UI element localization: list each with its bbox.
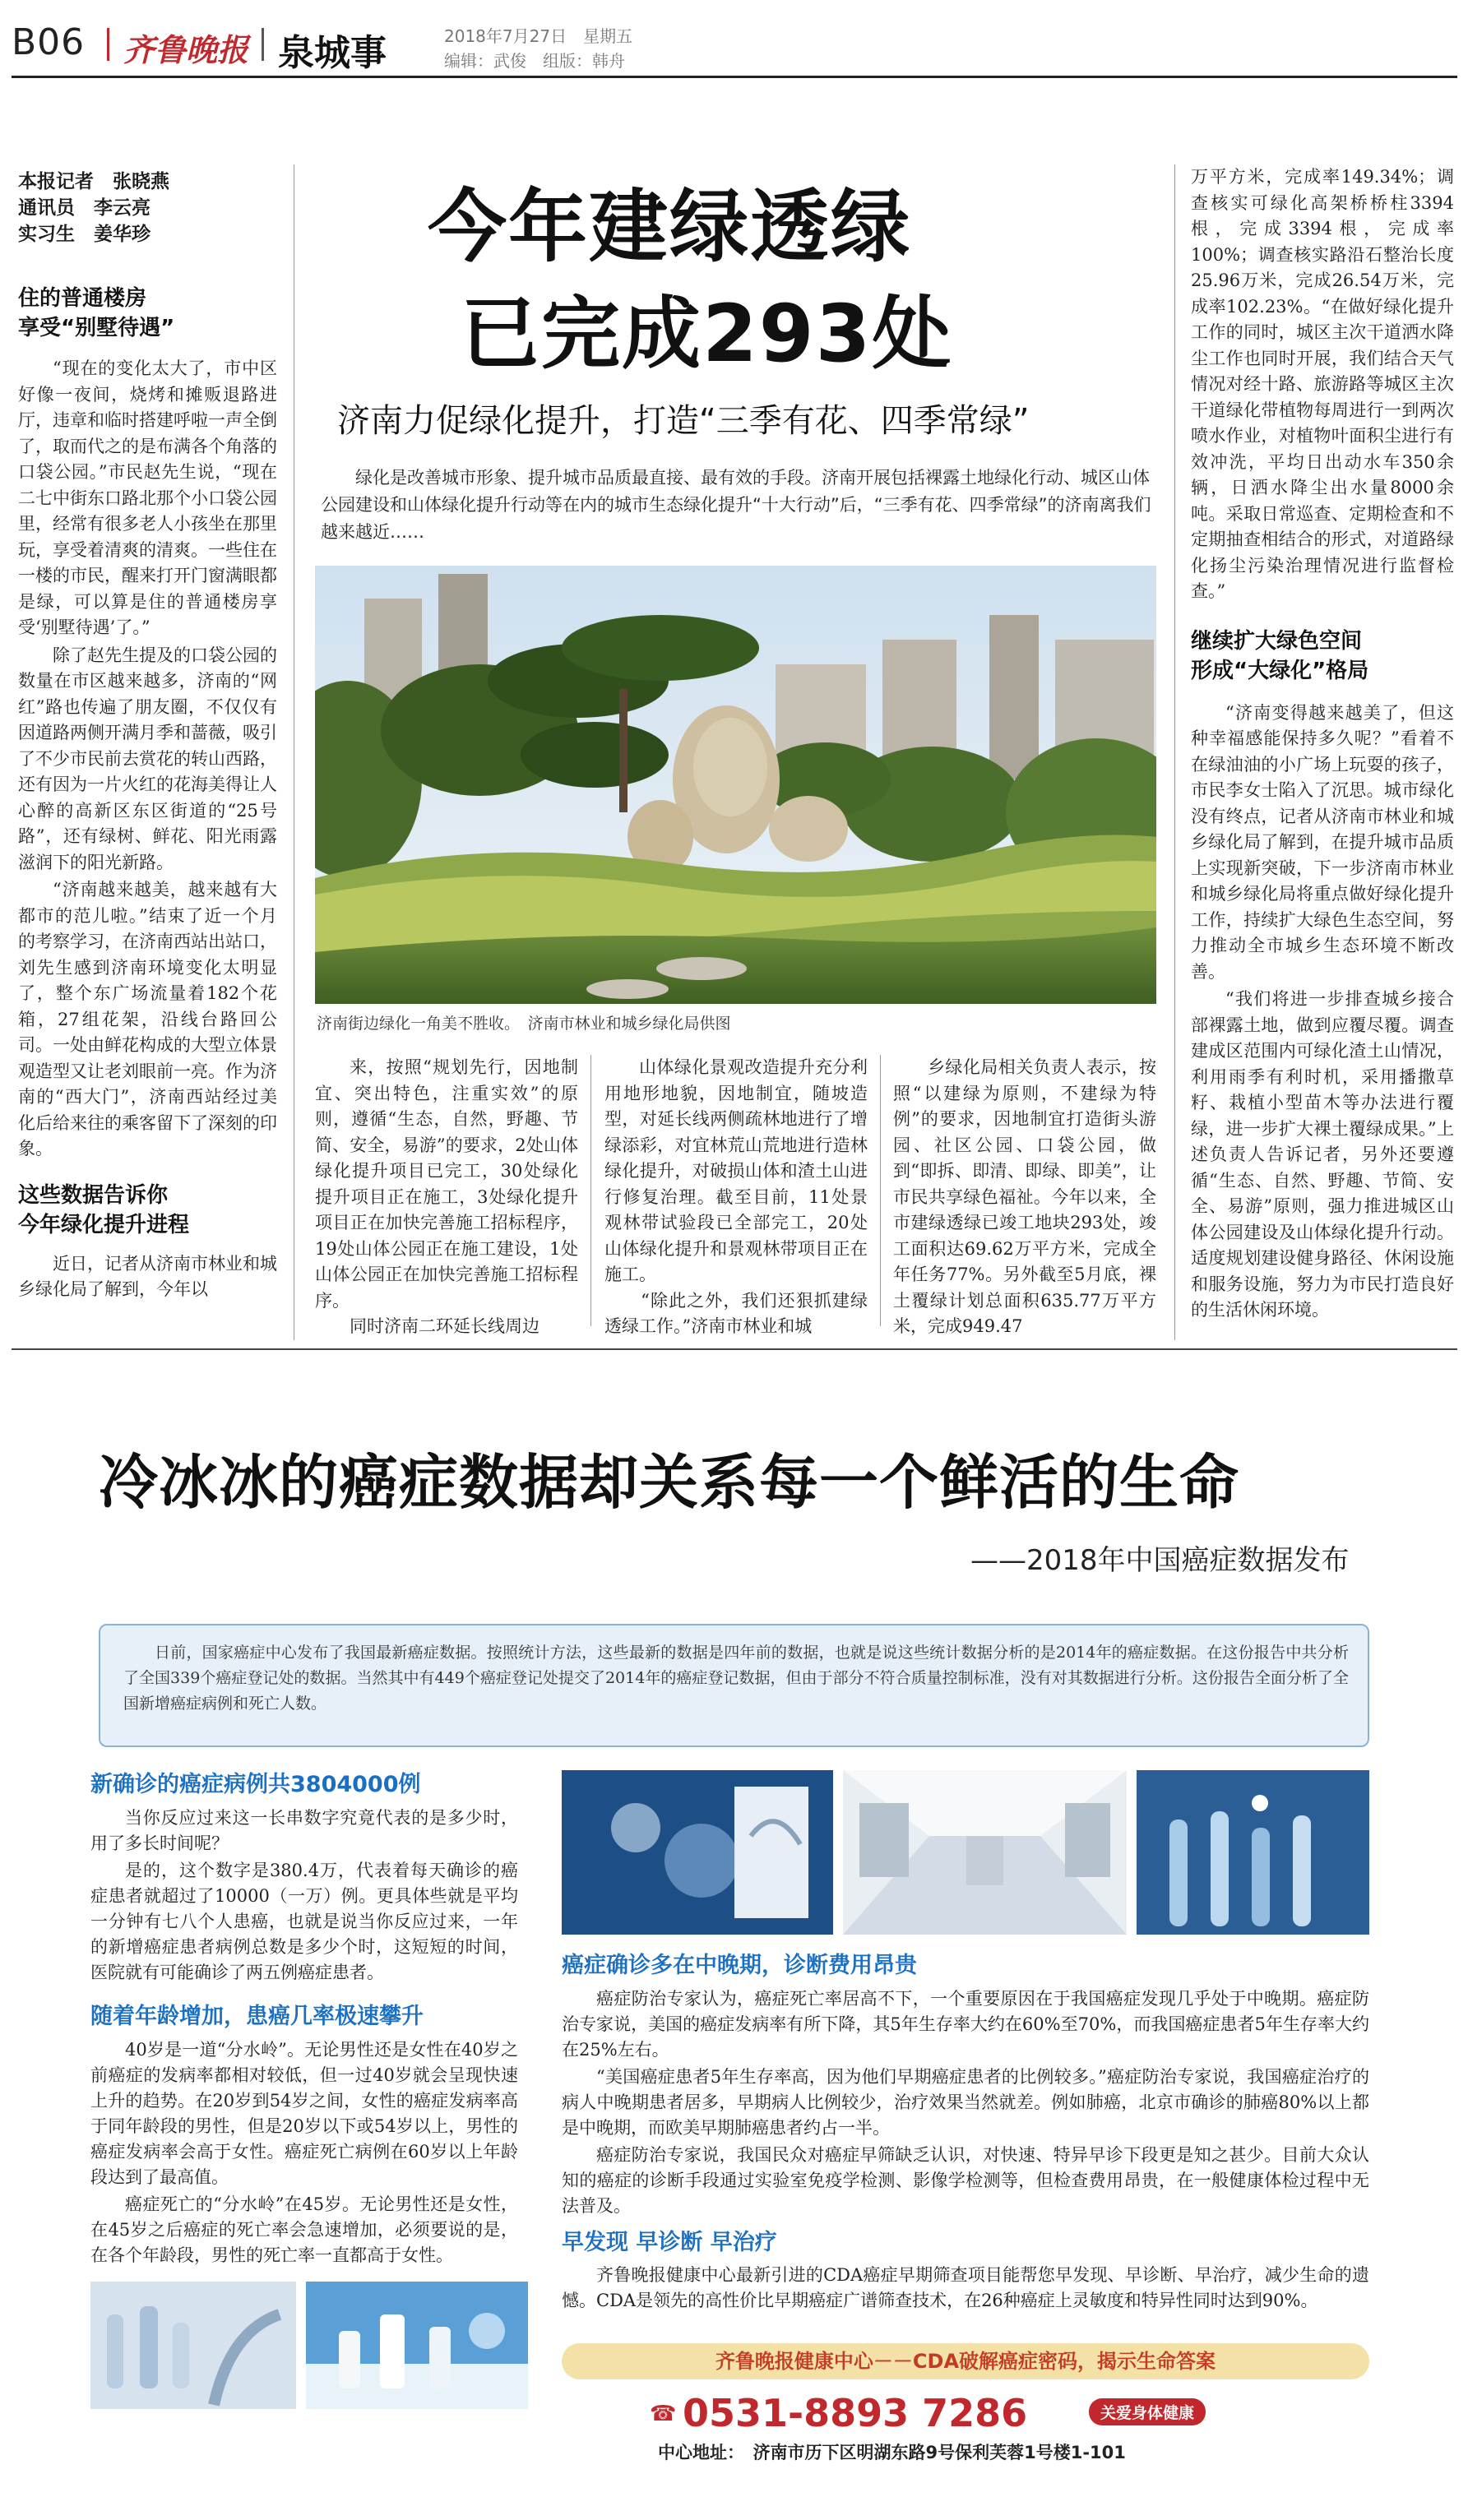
- paragraph: 当你反应过来这一长串数字究竟代表的是多少时，用了多长时间呢？: [90, 1808, 518, 1853]
- byline: [18, 169, 169, 247]
- phone-icon: ☎: [650, 2402, 677, 2426]
- cancer-head-1: 新确诊的癌症病例共3804000例: [90, 1772, 421, 1797]
- cancer-body-2: [90, 2037, 518, 2270]
- mid-column-2: 山体绿化景观改造提升充分利用地形地貌，因地制宜，随坡造型，对延长线两侧疏林地进行了增绿添彩，对宜林荒山荒地进行造林绿化提升，对破损山体和渣土山进行修复治理。截至目前，11处景观林带试验段已全部完工，20处山体绿化提升和景观林带项目正在施工。 “除此之外，我们还狠抓建绿透绿工作。”济南市林业和城: [604, 1057, 868, 1336]
- left-column: [18, 284, 277, 1305]
- paragraph: 40岁是一道“分水岭”。无论男性还是女性在40岁之前癌症的发病率都相对较低，但一过40岁就会呈现快速上升的趋势。在20岁到54岁之间，女性的癌症发病率高于同年龄段的男性，但是20岁以下或54岁以上，男性的癌症发病率会高于女性。癌症死亡病例在60岁以上年龄段达到了最高值。: [90, 2040, 518, 2187]
- medical-image-2: [306, 2282, 528, 2409]
- cancer-intro: 日前，国家癌症中心发布了我国最新癌症数据。按照统计方法，这些最新的数据是四年前的数据，也就是说这些统计数据分析的是2014年的癌症数据。在这份报告中共分析了全国339个癌症登记处的数据。当然其中有449个癌症登记处提交了2014年的癌症登记数据，但由于部分不符合质量控制标准，没有对其数据进行分析。这份报告全面分析了全国新增癌症病例和死亡人数。: [123, 1644, 1349, 1713]
- garden-photo-illustration: [315, 566, 1156, 1004]
- cancer-body-3: [562, 1986, 1369, 2221]
- lab-illustration: [306, 2282, 528, 2409]
- mid-column-3: 乡绿化局相关负责人表示，按照“以建绿为原则，不建绿为特例”的要求，因地制宜打造街头游园、社区公园、口袋公园，做到“即拆、即清、即绿、即美”，让市民共享绿色福祉。今年以来，全市建绿透绿已竣工地块293处，竣工面积达69.62万平方米，完成全年任务77%。另外截至5月底，裸土覆绿计划总面积635.77万平方米，完成949.47: [893, 1057, 1156, 1336]
- left-head-1: 住的普通楼房 享受“别墅待遇”: [18, 286, 175, 340]
- paper-name-logo: 齐鲁晚报: [123, 31, 249, 68]
- cancer-body-4: [562, 2263, 1369, 2315]
- masthead-divider-2: [262, 28, 264, 61]
- column-rule: [590, 1055, 591, 1326]
- test-tube-image: [1137, 1770, 1369, 1935]
- health-badge: 关爱身体健康: [1089, 2398, 1206, 2425]
- paragraph: 除了赵先生提及的口袋公园的数量在市区越来越多，济南的“网红”路也传遍了朋友圈，不仅仅有因道路两侧开满月季和蔷薇，吸引了不少市民前去赏花的转山西路，还有因为一片火红的花海美得让人心醉的高新区东区街道的“25号路”，还有绿树、鲜花、阳光雨露滋润下的阳光新路。: [18, 645, 277, 872]
- paragraph: “现在的变化太大了，市中区好像一夜间，烧烤和摊贩退路进厅，违章和临时搭建呼啦一声全倒了，取而代之的是布满各个角落的口袋公园。”市民赵先生说，“现在二七中街东口路北那个小口袋公园里，经常有很多老人小孩坐在那里玩，享受着清爽的清爽。一些住在一楼的市民，醒来打开门窗满眼都是绿，可以算是住的普通楼房享受‘别墅待遇’了。”: [18, 358, 277, 637]
- corridor-illustration: [843, 1770, 1127, 1935]
- column-rule: [1174, 164, 1175, 1340]
- paragraph: “济南越来越美，越来越有大都市的范儿啦。”结束了近一个月的考察学习，在济南西站出站口，刘先生感到济南环境变化太明显了，整个东广场流量着182个花箱，27组花架，沿线台路回公司。一处由鲜花构成的大型立体景观造型又让老刘眼前一亮。作为济南的“西大门”，济南西站经过美化后给来往的乘客留下了深刻的印象。: [18, 880, 277, 1158]
- garden-photo: [315, 566, 1156, 1004]
- lab-illustration: [90, 2282, 296, 2409]
- paragraph: 齐鲁晚报健康中心最新引进的CDA癌症早期筛查项目能帮您早发现、早诊断、早治疗，减少生命的遗憾。CDA是领先的高性价比早期癌症广谱筛查技术，在26种癌症上灵敏度和特异性同时达到90%。: [562, 2265, 1369, 2310]
- left-head-2: 这些数据告诉你 今年绿化提升进程: [18, 1182, 190, 1237]
- cancer-body-1: [90, 1806, 518, 1987]
- phone-number[interactable]: 0531-8893 7286: [683, 2391, 1028, 2435]
- column-rule: [880, 1055, 881, 1326]
- byline-intern: 实习生 姜华珍: [18, 224, 151, 245]
- cancer-subtitle: ——2018年中国癌症数据发布: [970, 1544, 1350, 1577]
- right-column: [1191, 164, 1454, 1325]
- headline-line-1: 今年建绿透绿: [428, 181, 911, 273]
- right-head: 继续扩大绿色空间 形成“大绿化”格局: [1191, 628, 1369, 683]
- section-divider: [12, 1348, 1457, 1350]
- doctor-image: [562, 1770, 833, 1935]
- headline-subtitle: 济南力促绿化提升，打造“三季有花、四季常绿”: [337, 402, 1030, 440]
- ad-banner: [562, 2343, 1369, 2379]
- left-body-1: [18, 356, 277, 1163]
- page-number: B06: [12, 21, 86, 63]
- issue-date: 2018年7月27日 星期五: [444, 26, 633, 46]
- left-body-2: [18, 1251, 277, 1303]
- editors-credit: 编辑：武俊 组版：韩舟: [444, 51, 625, 71]
- paragraph: 是的，这个数字是380.4万，代表着每天确诊的癌症患者就超过了10000（一万）例。更具体些就是平均一分钟有七八个人患癌，也就是说当你反应过来，一年的新增癌症患者病例总数是多少个时，这短短的时间，医院就有可能确诊了两五例癌症患者。: [90, 1861, 518, 1982]
- cancer-head-2: 随着年龄增加，患癌几率极速攀升: [90, 2004, 424, 2029]
- byline-correspondent: 通讯员 李云亮: [18, 197, 151, 219]
- paragraph: 癌症防治专家说，我国民众对癌症早筛缺乏认识，对快速、特异早诊下段更是知之甚少。目前大众认知的癌症的诊断手段通过实验室免疫学检测、影像学检测等，但检查费用昂贵，在一般健康体检过程中无法普及。: [562, 2145, 1369, 2216]
- paragraph: “我们将进一步排查城乡接合部裸露土地，做到应覆尽覆。调查建成区范围内可绿化渣土山情况，利用雨季有利时机，采用播撒草籽、栽植小型苗木等办法进行覆绿，进一步扩大裸土覆绿成果。”上述负责人告诉记者，另外还要遵循“生态、自然、野趣、节简、安全、易游”原则，强力推进城区山体公园建设及山体绿化提升行动。适度规划建设健身路径、休闲设施和服务设施，努力为市民打造良好的生活休闲环境。: [1191, 989, 1454, 1320]
- center-address: 中心地址： 济南市历下区明湖东路9号保利芙蓉1号楼1-101: [658, 2443, 1126, 2462]
- byline-reporter: 本报记者 张晓燕: [18, 171, 169, 192]
- paragraph: “美国癌症患者5年生存率高，因为他们早期癌症患者的比例较多。”癌症防治专家说，我国癌症治疗的病人中晚期患者居多，早期病人比例较少，治疗效果当然就差。例如肺癌，北京市确诊的肺癌80%以上都是中晚期，而欧美早期肺癌患者约占一半。: [562, 2067, 1369, 2138]
- medical-image-1: [90, 2282, 296, 2409]
- doctor-illustration: [562, 1770, 833, 1935]
- cancer-head-3: 癌症确诊多在中晚期，诊断费用昂贵: [562, 1953, 917, 1978]
- headline-line-2: 已完成293处: [461, 288, 953, 380]
- hospital-corridor-image: [843, 1770, 1127, 1935]
- paragraph: “济南变得越来越美了，但这种幸福感能保持多久呢？”看着不在绿油油的小广场上玩耍的孩子，市民李女士陷入了沉思。城市绿化没有终点，记者从济南市林业和城乡绿化局了解到，在提升城市品质上实现新突破，下一步济南市林业和城乡绿化局将重点做好绿化提升工作，持续扩大绿色生态空间，努力推动全市城乡生态环境不断改善。: [1191, 702, 1454, 982]
- cancer-title: 冷冰冰的癌症数据却关系每一个鲜活的生命: [99, 1448, 1240, 1517]
- paragraph: 癌症防治专家认为，癌症死亡率居高不下，一个重要原因在于我国癌症发现几乎处于中晚期。癌症防治专家说，美国的癌症发病率有所下降，其5年生存率大约在60%至70%，而我国癌症患者5年生存率大约在25%左右。: [562, 1989, 1369, 2060]
- right-body-1: 万平方米，完成率149.34%；调查核实可绿化高架桥桥柱3394根，完成3394根，完成率100%；调查核实路沿石整治长度25.96万米，完成26.54万米，完成率102.23%。“在做好绿化提升工作的同时，城区主次干道洒水降尘工作也同时开展，我们结合天气情况对经十路、旅游路等城区主次干道绿化带植物每周进行一到两次喷水作业，对植物叶面积尘进行有效冲洗，平均日出动水车350余辆，日洒水降尘出水量8000余吨。采取日常巡查、定期检查和不定期抽查相结合的形式，对道路绿化扬尘污染治理情况进行监督检查。”: [1191, 167, 1454, 601]
- cancer-head-4: 早发现 早诊断 早治疗: [562, 2230, 777, 2255]
- right-body-2: [1191, 701, 1454, 1324]
- mid-column-1: 来，按照“规划先行，因地制宜、突出特色，注重实效”的原则，遵循“生态，自然，野趣、节简、安全，易游”的要求，2处山体绿化提升项目已完工，30处绿化提升项目正在施工，3处绿化提升项目正在加快完善施工招标程序，19处山体公园正在施工建设，1处山体公园正在加快完善施工招标程序。 同时济南二环延长线周边: [315, 1057, 578, 1336]
- section-name: 泉城事: [278, 32, 387, 74]
- test-tube-illustration: [1137, 1770, 1369, 1935]
- paragraph: 近日，记者从济南市林业和城乡绿化局了解到，今年以: [18, 1253, 277, 1299]
- masthead-rule: [12, 76, 1457, 78]
- photo-caption: 济南街边绿化一角美不胜收。 济南市林业和城乡绿化局供图: [317, 1015, 731, 1033]
- masthead-divider: [107, 28, 109, 61]
- ad-banner-text: 齐鲁晚报健康中心－－CDA破解癌症密码，揭示生命答案: [715, 2350, 1216, 2373]
- lead-paragraph: 绿化是改善城市形象、提升城市品质最直接、最有效的手段。济南开展包括裸露土地绿化行动、城区山体公园建设和山体绿化提升行动等在内的城市生态绿化提升“十大行动”后，“三季有花、四季常绿”的济南离我们越来越近……: [321, 468, 1151, 542]
- paragraph: 癌症死亡的“分水岭”在45岁。无论男性还是女性，在45岁之后癌症的死亡率会急速增加，必须要说的是，在各个年龄段，男性的死亡率一直都高于女性。: [90, 2194, 518, 2265]
